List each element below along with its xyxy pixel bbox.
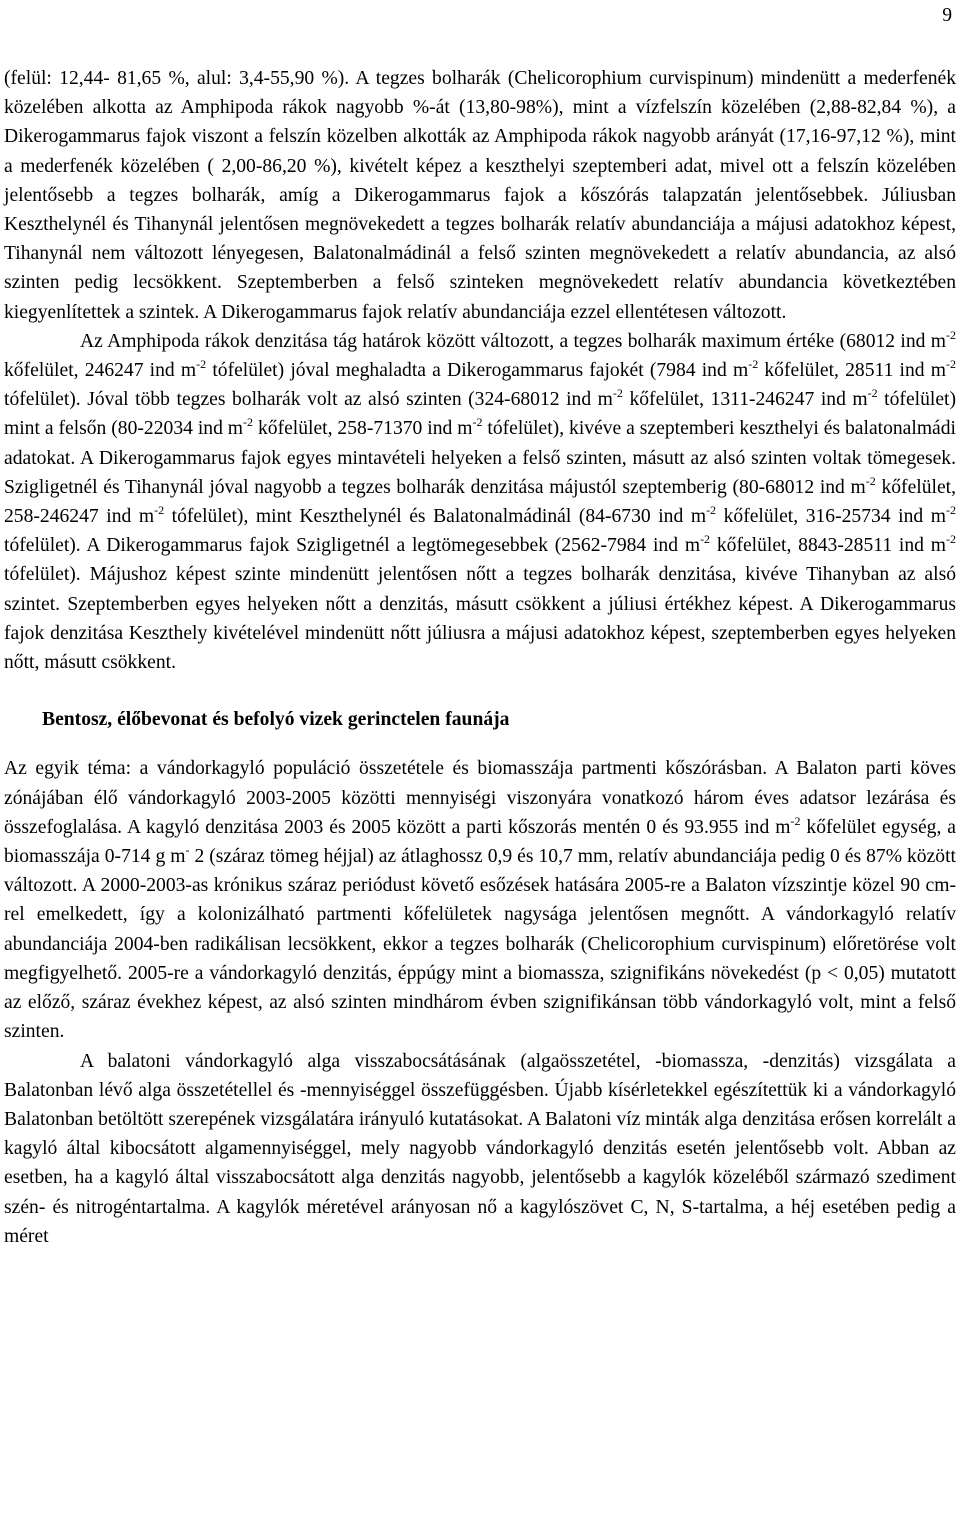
text-run: 2 (száraz tömeg héjjal) az átlaghossz 0,9 és 10,7 mm, relatív abundanciája pedig 0 és 87% között változott. A 2000-2003-as krónikus száraz periódust követő esőzések hatására 2005-re a Balaton vízszintje közel 90 cm-rel emelkedett, így a kolonizálható partmenti kőfelületek nagysága jelentősen megnőtt. A vándorkagyló relatív abundanciája 2004-ben radikálisan lecsökkent, ekkor a tegzes bolharák (Chelicorophium curvispinum) előretörése volt megfigyelhető. 2005-re a vándorkagyló denzitás, éppúgy mint a biomassza, szignifikáns növekedést (p < 0,05) mutatott az előző, száraz évekhez képest, az alsó szinten mindhárom évben szignifikánsan több vándorkagyló volt, mint a felső szinten. [4,846,956,1043]
superscript: -2 [472,415,483,430]
text-run: Az Amphipoda rákok denzitása tág határok között változott, a tegzes bolharák maximum értéke (68012 ind m [80,330,946,352]
paragraph-amphipoda-density [4,327,956,677]
text-run: tófelület), kivéve a szeptemberi keszthelyi és balatonalmádi adatokat. A Dikerogammarus fajok egyes mintavételi helyeken a felső szinten, másutt az alsó szinten voltak tömegesek. Szigligetnél és Tihanynál jóval nagyobb a tegzes bolharák denzitása májustól szeptemberig (80-68012 ind m [4,418,956,498]
text-run: tófelület) mint a felsőn (80-22034 ind m [4,389,956,440]
superscript: -2 [243,415,254,430]
text-run: kőfelület, 1311-246247 ind m [622,389,868,411]
superscript: -2 [946,357,957,372]
text-run: tófelület), mint Keszthelynél és Balatonalmádinál (84-6730 ind m [164,506,707,528]
superscript: -2 [700,532,711,547]
section-heading: Bentosz, élőbevonat és befolyó vizek gerinctelen faunája [42,709,510,731]
superscript: -2 [946,327,956,342]
superscript: -2 [706,503,717,518]
page-number: 9 [942,5,952,26]
paragraph-algae-release: A balatoni vándorkagyló alga visszabocsátásának (algaösszetétel, -biomassza, -denzitás) vizsgálata a Balatonban lévő alga összetétellel és -mennyiséggel összefüggésben. Újabb kísérletekkel egészítettük ki a vándorkagyló Balatonban betöltött szerepének vizsgálatára irányuló kutatásokat. A Balatoni víz minták alga denzitása erősen korrelált a kagyló által kibocsátott algamennyiséggel, mely nagyobb vándorkagyló denzitás esetén jelentősebb volt. Abban az esetben, ha a kagyló által visszabocsátott alga denzitás nagyobb, jelentősebb a kagylók közeléből származó szediment szén- és nitrogéntartalma. A kagylók méretével arányosan nő a kagylószövet C, N, S-tartalma, a héj esetében pedig a méret [4,1050,956,1247]
paragraph-text: Júliusban Keszthelynél és Tihanynál jelentősen megnövekedett a tegzes bolharák relatív abundanciája a májusi adatokhoz képest, Tihanynál nem változott lényegesen, Balatonalmádinál a felső szinten megnövekedett a relatív abundancia, az alsó szinten pedig lecsökkent. Szeptemberben a felső szinteken megnövekedett relatív abundancia következtében kiegyenlítettek a szintek. A Dikerogammarus fajok relatív abundanciája ezzel ellentétesen változott. [4,184,957,323]
paragraph-amphipoda-ratio [4,64,956,327]
body-text [4,64,956,1251]
text-run: kőfelület egység, a biomasszája 0-714 g m [4,816,957,868]
superscript: -2 [865,473,876,488]
text-run: kőfelület, 246247 ind m [4,360,197,382]
superscript: -2 [154,503,165,518]
superscript: -2 [946,503,956,518]
text-run: kőfelület, 316-25734 ind m [716,506,946,528]
text-run: kőfelület, 28511 ind m [758,360,947,382]
superscript: -2 [748,357,759,372]
text-run: kőfelület, 258-71370 ind m [253,418,473,440]
superscript: -2 [946,532,956,547]
superscript: -2 [196,357,207,372]
superscript: - [185,843,190,858]
text-run: kőfelület, 8843-28511 ind m [710,535,946,557]
text-run: tófelület). Májushoz képest szinte mindenütt jelentősen nőtt a tegzes bolharák denzitása, kivéve Tihanyban az alsó szintet. Szeptemberben egyes helyeken nőtt a denzitás, másutt csökkent a júliusi értékhez képest. A Dikerogammarus fajok denzitása Keszthely kivételével mindenütt nőtt júliusra a májusi adatokhoz képest, szeptemberben egyes helyeken nőtt, másutt csökkent. [4,564,956,674]
paragraph-zebra-mussel-population [4,754,956,1046]
superscript: -2 [790,813,801,828]
text-run: tófelület) jóval meghaladta a Dikerogammarus fajokét (7984 ind m [206,360,749,382]
superscript: -2 [612,386,623,401]
superscript: -2 [867,386,878,401]
text-run: tófelület). Jóval több tegzes bolharák volt az alsó szinten (324-68012 ind m [4,389,613,411]
paragraph-text: (felül: 12,44- 81,65 %, alul: 3,4-55,90 %). A tegzes bolharák (Chelicorophium curvispinum) mindenütt a mederfenék közelében alkotta az Amphipoda rákok nagyobb %-át (13,80-98%), mint a vízfelszín közelében (2,88-82,84 %), a Dikerogammarus fajok viszont a felszín közelben alkották az Amphipoda rákok nagyobb arányát (17,16-97,12 %), mint a mederfenék közelében ( 2,00-86,20 %), kivételt képez a keszthelyi szeptemberi adat, mivel ott a felszín közelében jelentősebb a tegzes bolharák, amíg a Dikerogammarus fajok a kőszórás talapzatán jelentősebbek. [4,68,956,206]
text-run: kőfelület, 258-246247 ind m [4,476,957,528]
text-run: Az egyik téma: a vándorkagyló populáció összetétele és biomasszája partmenti kőszórásban. A Balaton parti köves zónájában élő vándorkagyló 2003-2005 közötti mennyiségi viszonyára vonatkozó három éves adatsor lezárása és összefoglalása. A kagyló denzitása 2003 és 2005 között a parti kőszorás mentén 0 és 93.955 ind m [4,758,956,838]
text-run: tófelület). A Dikerogammarus fajok Szigligetnél a legtömegesebbek (2562-7984 ind m [4,535,701,557]
